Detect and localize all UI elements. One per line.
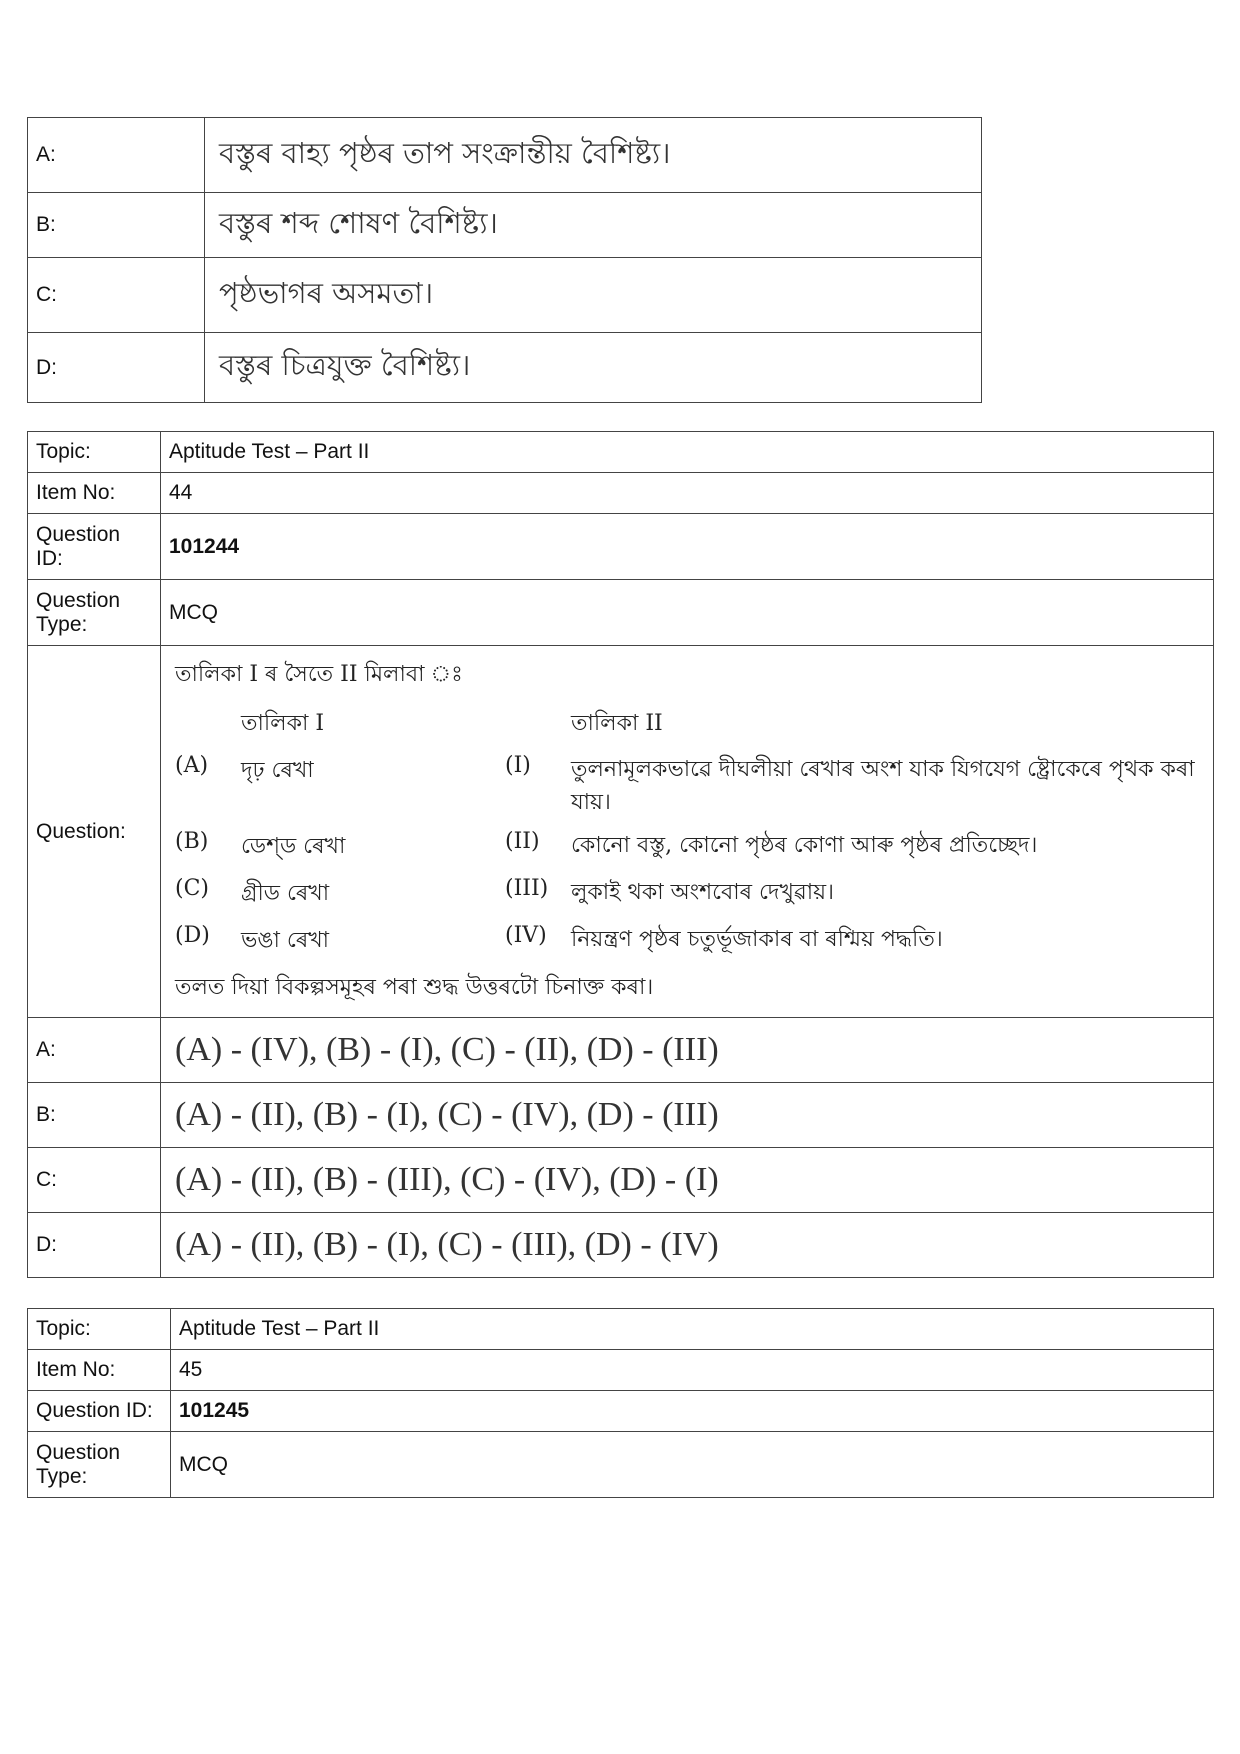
list-1-text: ডেশ্ড ৰেখা [241,833,346,859]
item-no-value: 45 [171,1350,1214,1391]
list-2-key: (IV) [505,922,547,948]
question-45-table [27,1308,1214,1498]
option-text: (A) - (IV), (B) - (I), (C) - (II), (D) - (III) [161,1018,1214,1083]
option-text: বস্তুৰ শব্দ শোষণ বৈশিষ্ট্য। [205,193,982,258]
answer-option-row-a [28,1018,1214,1083]
list-2-key: (I) [505,752,531,778]
topic-label: Topic: [28,1309,171,1350]
topic-row [28,432,1214,473]
match-row [175,753,1207,819]
previous-question-options-table [27,117,982,403]
option-label: B: [28,193,205,258]
list-2-header: তালিকা II [571,710,663,736]
question-44-table [27,431,1214,1278]
answer-option-row-d [28,1213,1214,1278]
option-text: বস্তুৰ চিত্ৰযুক্ত বৈশিষ্ট্য। [205,333,982,403]
question-id-label: Question ID: [28,1391,171,1432]
question-id-value: 101245 [171,1391,1214,1432]
option-text: পৃষ্ঠভাগৰ অসমতা। [205,258,982,333]
question-type-label: Question Type: [28,1432,171,1498]
question-id-row [28,1391,1214,1432]
topic-value: Aptitude Test – Part II [171,1309,1214,1350]
option-row-c [28,258,982,333]
question-label: Question: [28,646,161,1018]
list-2-text: লুকাই থকা অংশবোৰ দেখুৱায়। [571,879,835,905]
list-2-key: (II) [505,828,540,854]
question-instruction: তলত দিয়া বিকল্পসমূহৰ পৰা শুদ্ধ উত্তৰটো চিনাক্ত কৰা। [175,974,654,1000]
question-type-row [28,1432,1214,1498]
list-2-text: কোনো বস্তু, কোনো পৃষ্ঠৰ কোণা আৰু পৃষ্ঠৰ প্ৰতিচ্ছেদ। [571,832,1038,858]
list-1-key: (D) [175,922,210,948]
answer-option-row-b [28,1083,1214,1148]
list-1-key: (B) [175,828,209,854]
item-no-row [28,473,1214,514]
question-intro: তালিকা I ৰ সৈতে II মিলাবা ঃ [175,661,463,687]
list-1-text: গ্ৰীড ৰেখা [241,880,330,906]
question-type-value: MCQ [171,1432,1214,1498]
option-text: (A) - (II), (B) - (I), (C) - (III), (D) - (IV) [161,1213,1214,1278]
question-type-label: Question Type: [28,580,161,646]
option-label: C: [28,1148,161,1213]
question-id-label: Question ID: [28,514,161,580]
question-row [28,646,1214,1018]
option-text: (A) - (II), (B) - (I), (C) - (IV), (D) - (III) [161,1083,1214,1148]
option-label: C: [28,258,205,333]
list-2-key: (III) [505,875,549,901]
option-label: B: [28,1083,161,1148]
option-text: (A) - (II), (B) - (III), (C) - (IV), (D) - (I) [161,1148,1214,1213]
list-1-text: ভঙা ৰেখা [241,927,330,953]
question-id-row [28,514,1214,580]
topic-row [28,1309,1214,1350]
list-1-text: দৃঢ় ৰেখা [241,757,314,783]
option-row-a [28,118,982,193]
item-no-value: 44 [161,473,1214,514]
list-2-text: নিয়ন্ত্ৰণ পৃষ্ঠৰ চতুৰ্ভূজাকাৰ বা ৰশ্মিয় পদ্ধতি। [571,926,943,952]
option-label: D: [28,333,205,403]
option-label: A: [28,118,205,193]
match-row [175,876,1207,913]
question-type-row [28,580,1214,646]
list-2-text: তুলনামূলকভাৱে দীঘলীয়া ৰেখাৰ অংশ যাক যিগযেগ ষ্ট্ৰোকেৰে পৃথক কৰা যায়। [571,756,1195,815]
question-body [161,646,1214,1018]
option-label: D: [28,1213,161,1278]
match-list-headers [175,706,1207,743]
topic-label: Topic: [28,432,161,473]
option-row-b [28,193,982,258]
topic-value: Aptitude Test – Part II [161,432,1214,473]
item-no-label: Item No: [28,473,161,514]
item-no-row [28,1350,1214,1391]
item-no-label: Item No: [28,1350,171,1391]
answer-option-row-c [28,1148,1214,1213]
option-text: বস্তুৰ বাহ্য পৃষ্ঠৰ তাপ সংক্ৰান্তীয় বৈশিষ্ট্য। [205,118,982,193]
list-1-header: তালিকা I [241,710,325,736]
list-1-key: (C) [175,875,209,901]
option-label: A: [28,1018,161,1083]
match-row [175,829,1207,866]
question-id-value: 101244 [161,514,1214,580]
list-1-key: (A) [175,752,209,778]
option-row-d [28,333,982,403]
question-type-value: MCQ [161,580,1214,646]
match-row [175,923,1207,960]
